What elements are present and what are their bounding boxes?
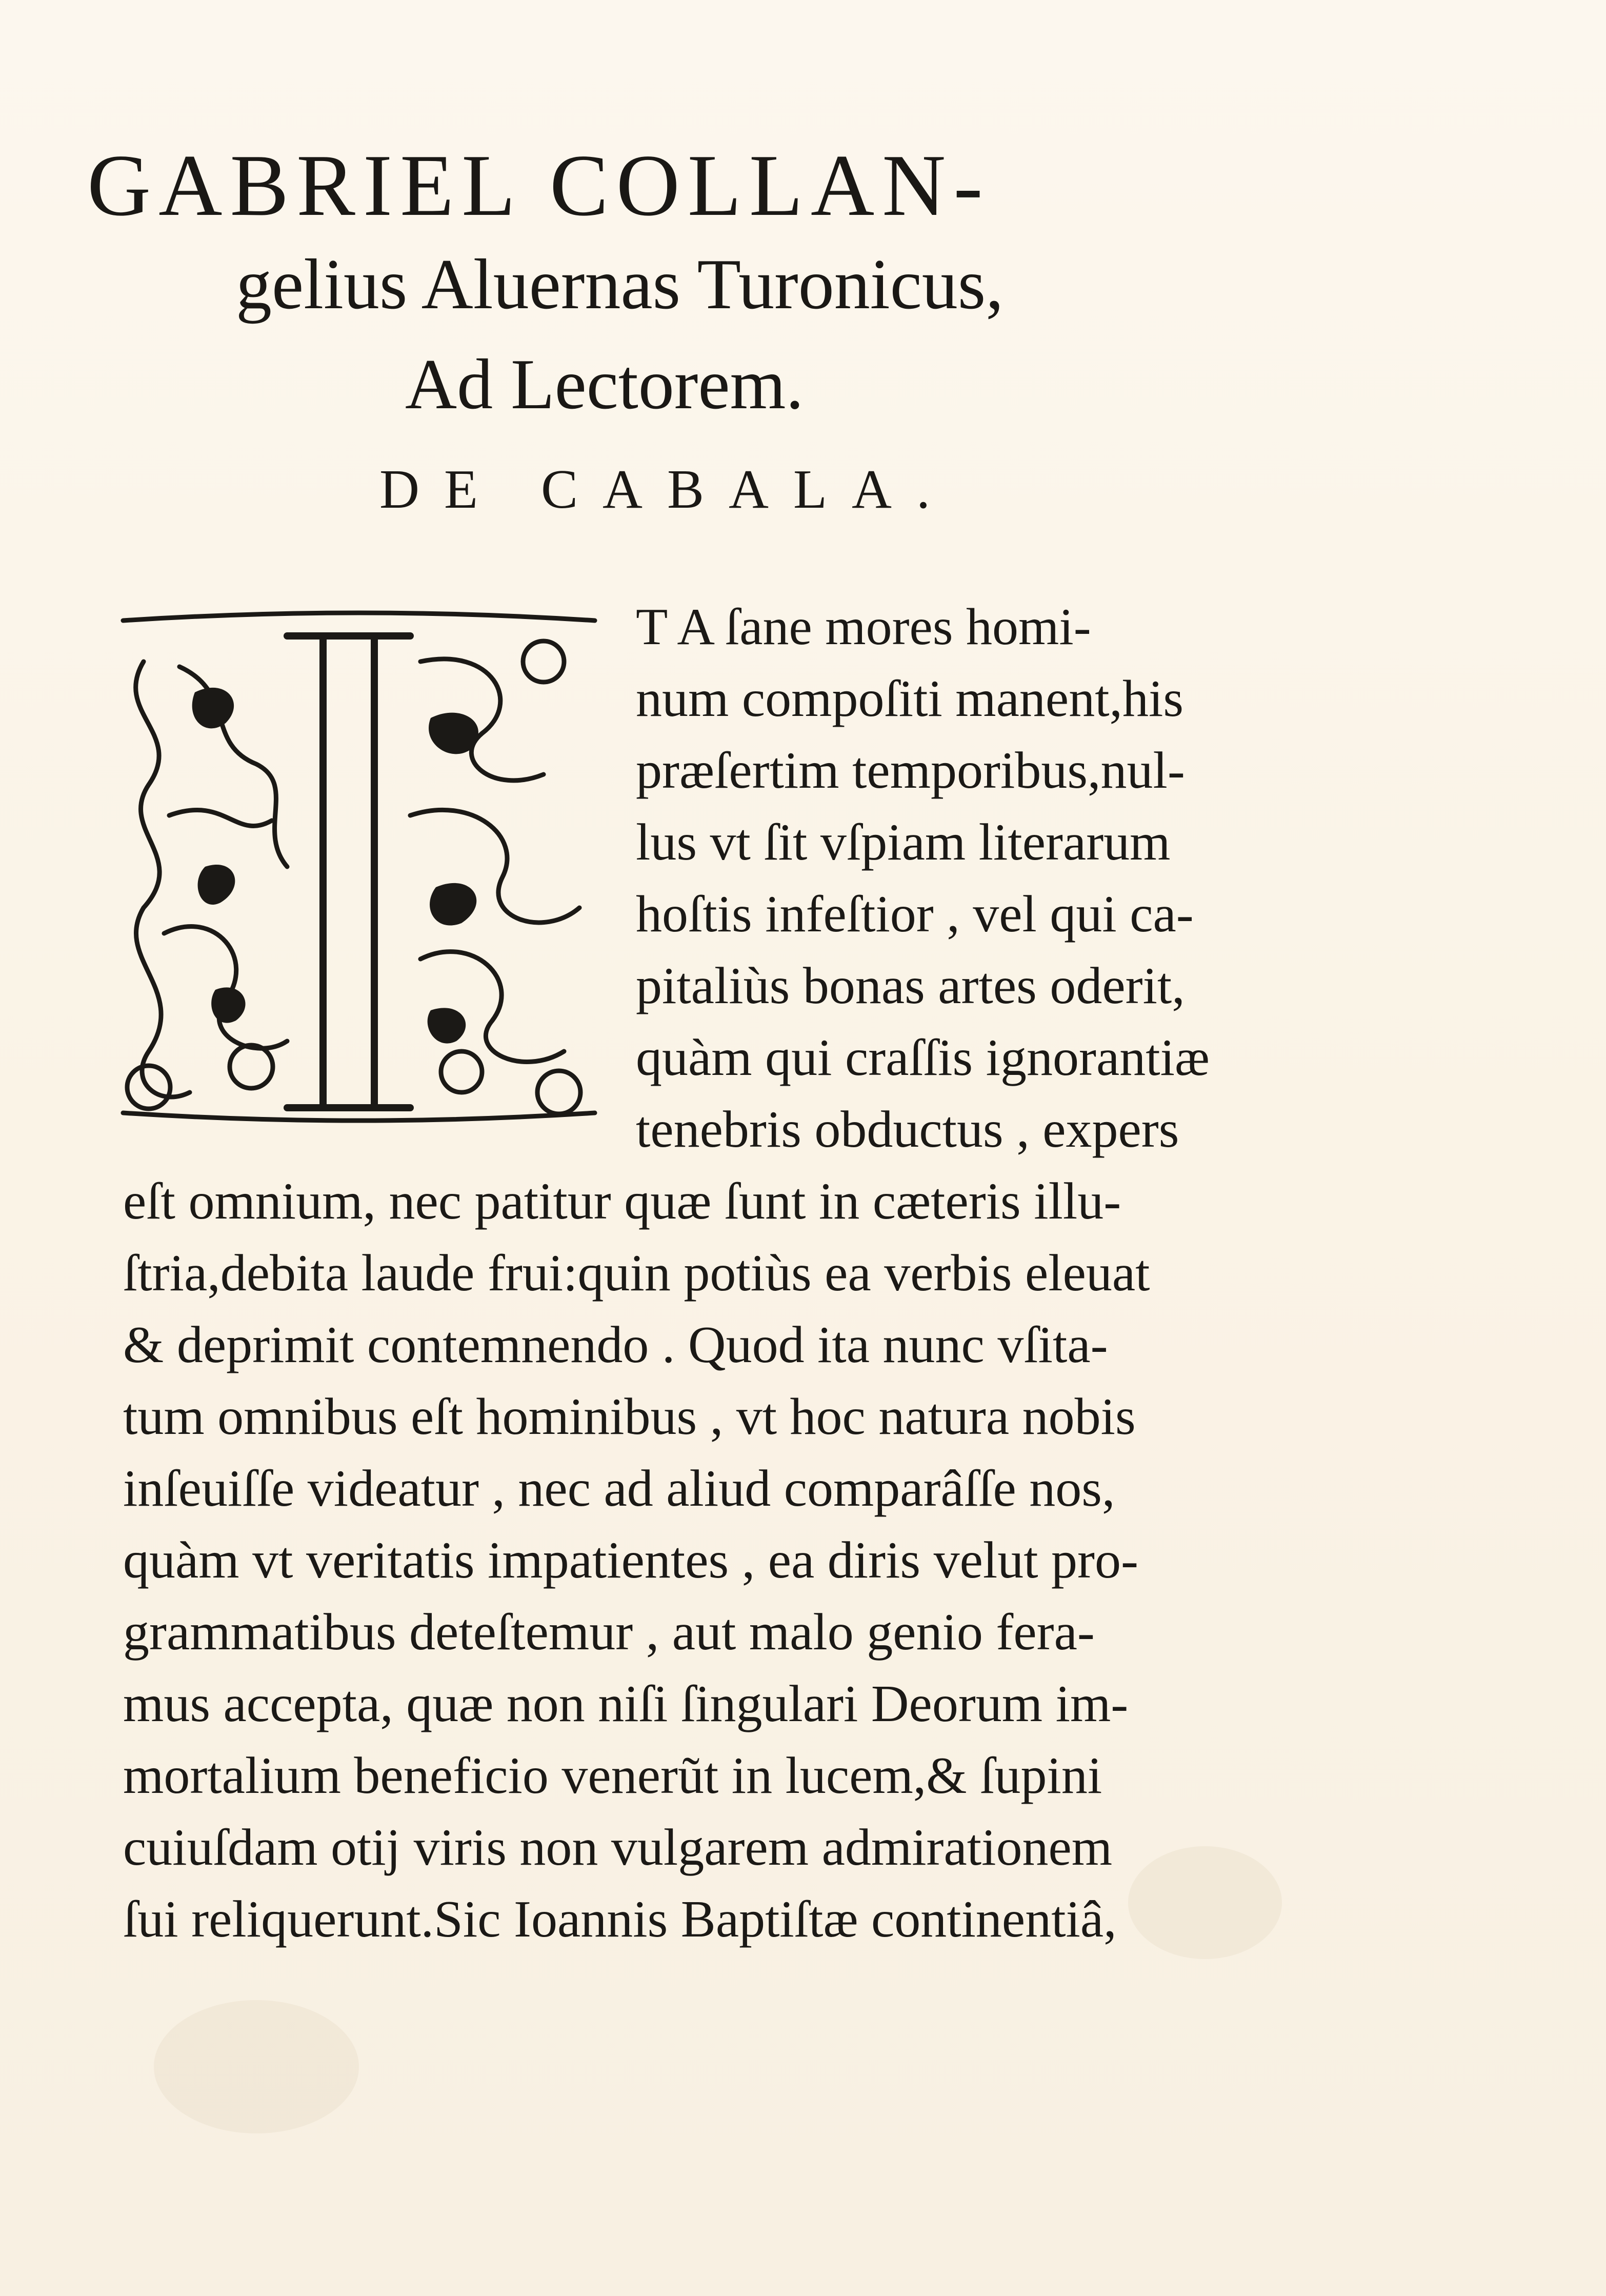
text-line-indented: quàm qui craſſis ignorantiæ <box>636 1029 1210 1087</box>
text-line-indented: T A ſane mores homi- <box>636 598 1091 656</box>
text-line: ſui reliquerunt.Sic Ioannis Baptiſtæ continentiâ, <box>123 1890 1117 1948</box>
text-line: ſtria,debita laude frui:quin potiùs ea verbis eleuat <box>123 1244 1150 1302</box>
text-line-indented: hoſtis infeſtior , vel qui ca- <box>636 885 1194 943</box>
text-line: quàm vt veritatis impatientes , ea diris velut pro- <box>123 1531 1138 1589</box>
paper-stain <box>154 2000 359 2133</box>
text-line: & deprimit contemnendo . Quod ita nunc vſita- <box>123 1316 1108 1374</box>
text-line: mortalium beneficio venerũt in lucem,& ſupini <box>123 1747 1102 1805</box>
text-line-indented: lus vt ſit vſpiam literarum <box>636 813 1171 871</box>
text-line-indented: tenebris obductus , expers <box>636 1101 1179 1159</box>
text-line: eſt omnium, nec patitur quæ ſunt in cæteris illu- <box>123 1172 1121 1230</box>
heading-line-2: gelius Aluernas Turonicus, <box>236 245 1004 324</box>
text-line-indented: præſertim temporibus,nul- <box>636 742 1185 800</box>
heading-line-3: Ad Lectorem. <box>405 345 804 424</box>
text-line: tum omnibus eſt hominibus , vt hoc natura nobis <box>123 1388 1136 1446</box>
section-title: DE CABALA. <box>379 459 955 520</box>
text-line: mus accepta, quæ non niſi ſingulari Deorum im- <box>123 1675 1129 1733</box>
ornamental-initial-icon <box>103 600 615 1133</box>
text-line-indented: pitaliùs bonas artes oderit, <box>636 957 1185 1015</box>
text-line: cuiuſdam otij viris non vulgarem admirationem <box>123 1819 1113 1876</box>
text-line-indented: num compoſiti manent,his <box>636 670 1184 728</box>
paper-stain <box>1128 1846 1282 1959</box>
heading-line-1: GABRIEL COLLAN- <box>87 137 991 234</box>
text-line: inſeuiſſe videatur , nec ad aliud comparâſſe nos, <box>123 1460 1115 1518</box>
text-line: grammatibus deteſtemur , aut malo genio fera- <box>123 1603 1095 1661</box>
